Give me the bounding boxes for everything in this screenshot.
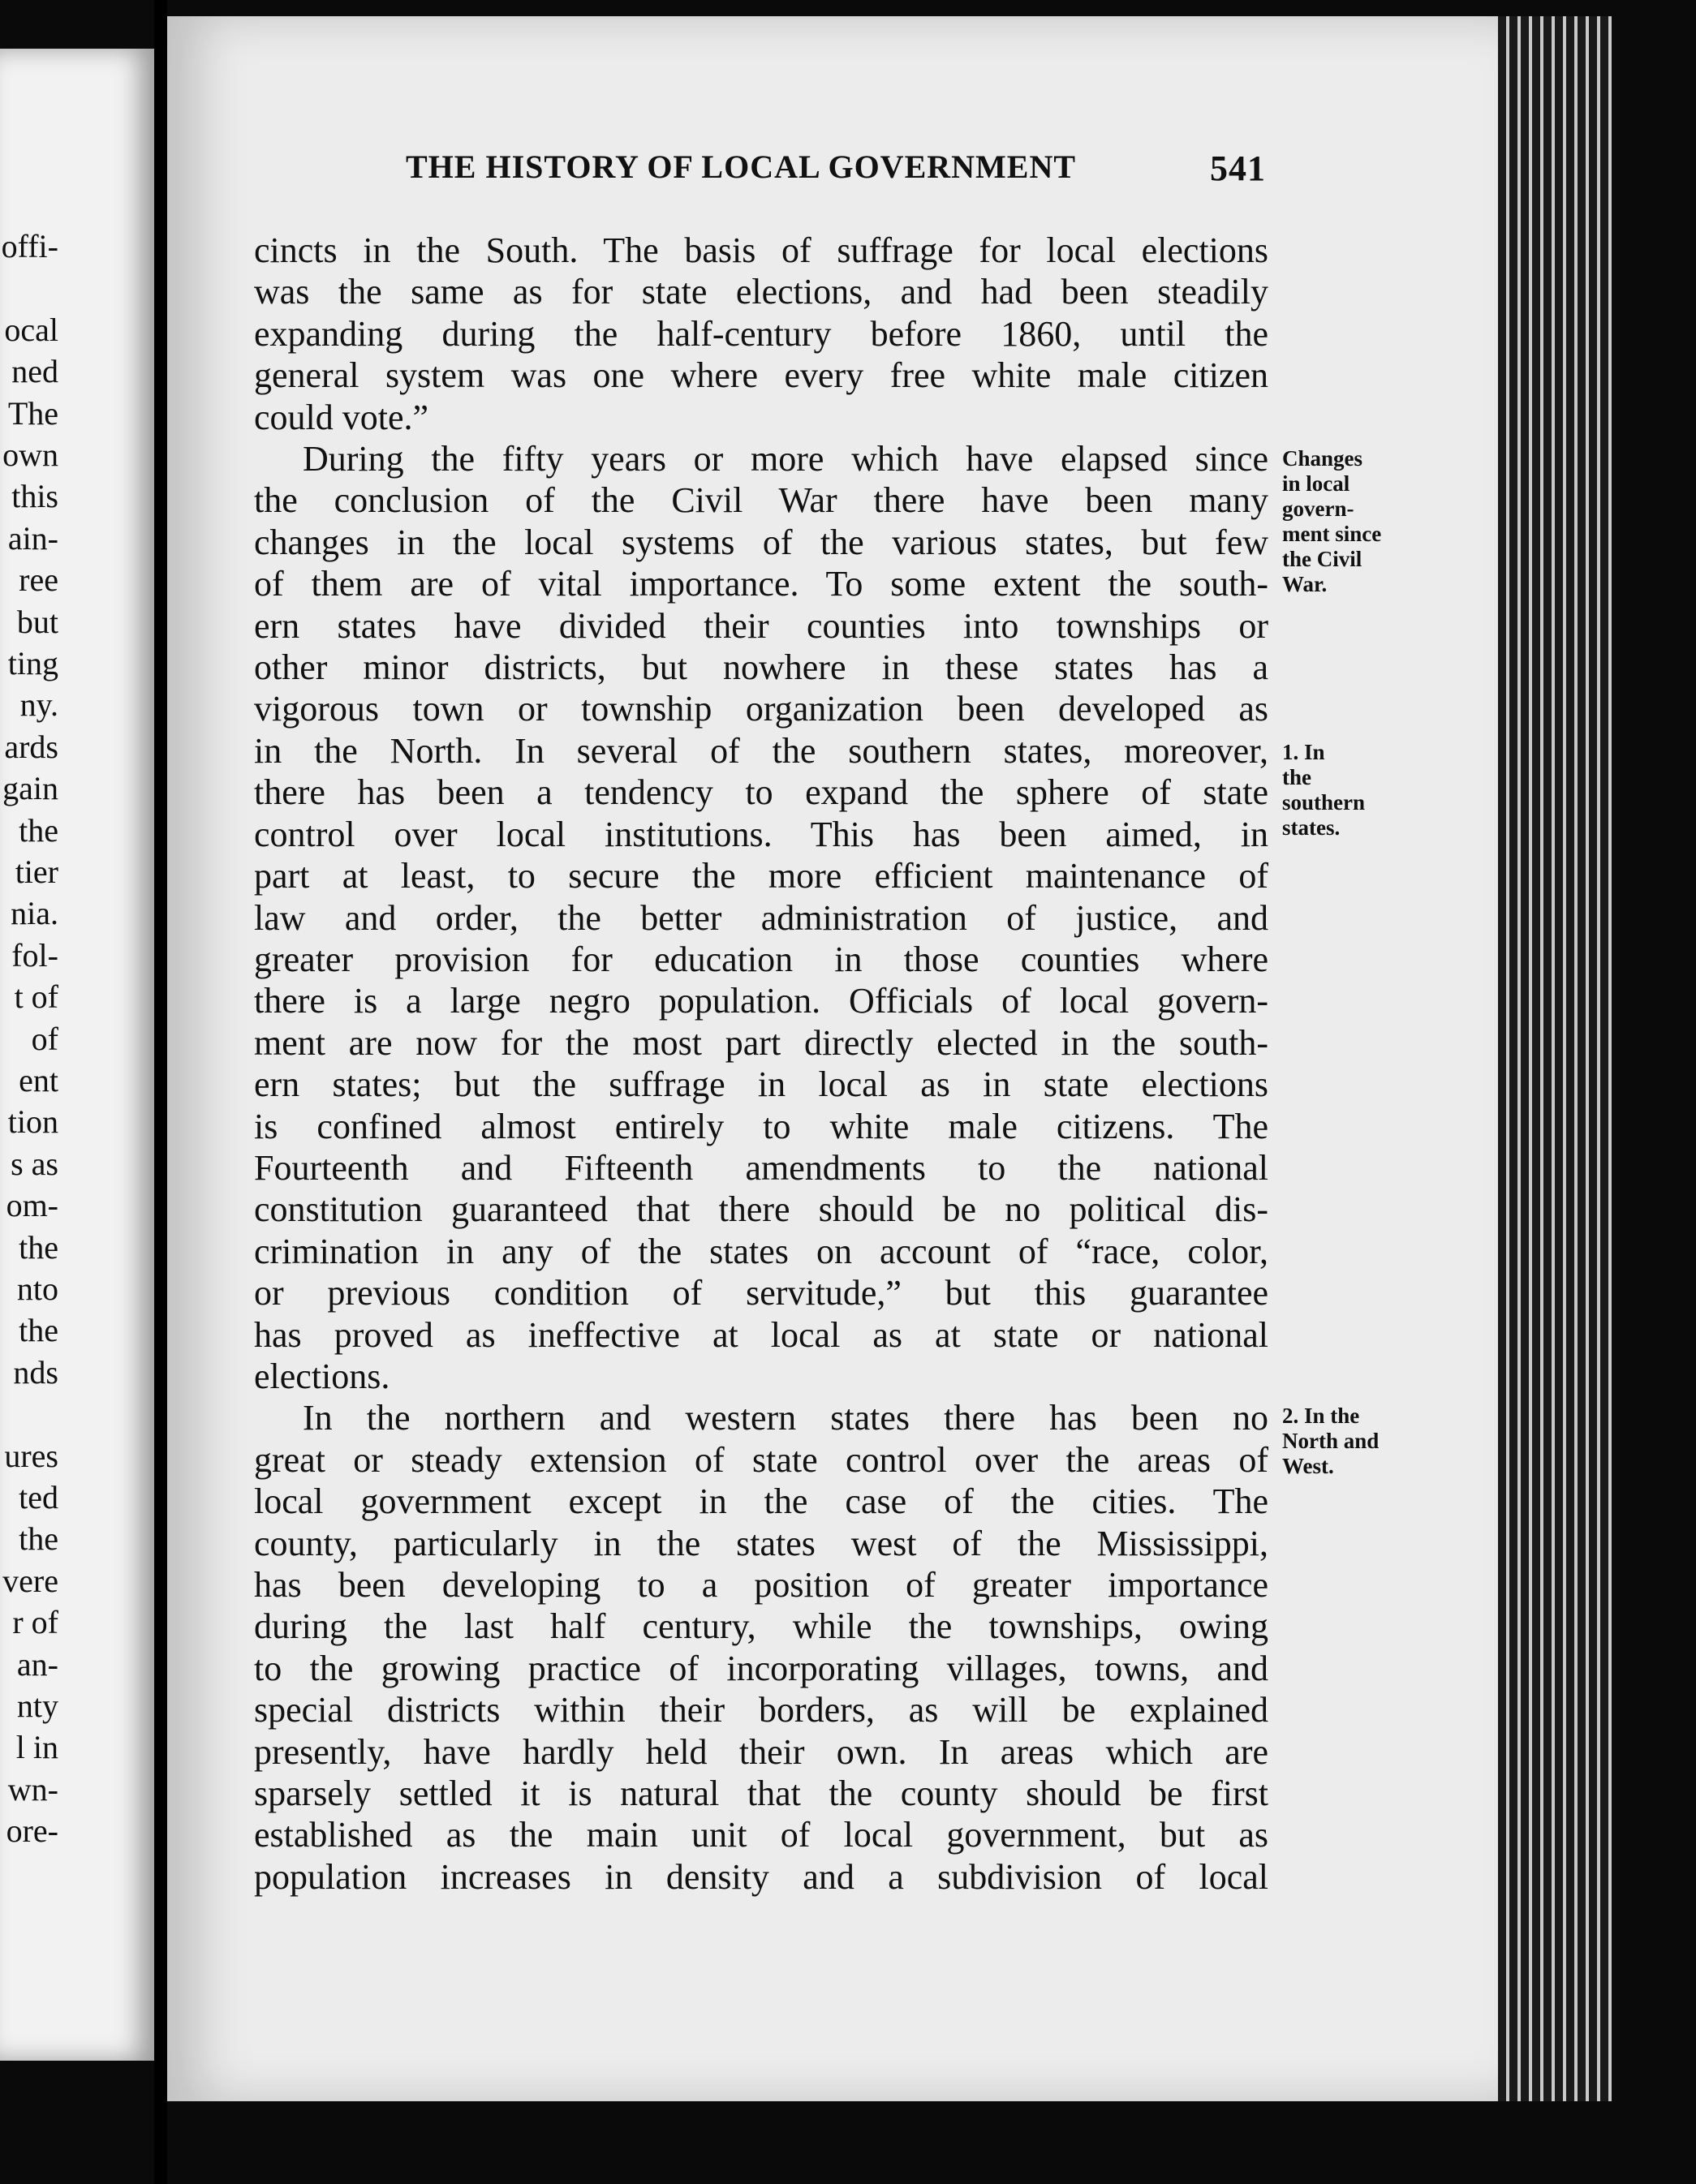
facing-page-line: nto [16,1270,58,1307]
text-line: control over local institutions. This has been aimed, in [254,814,1268,854]
text-line: in the North. In several of the southern states, moreover, [254,730,1268,771]
facing-page-line: tion [7,1103,58,1141]
margin-note-line: War. [1282,572,1328,596]
facing-page-line: vere [2,1562,58,1599]
page-number: 541 [1210,148,1266,188]
margin-note-line: West. [1282,1454,1334,1478]
text-line: other minor districts, but nowhere in these states has a [254,647,1268,688]
text-line: law and order, the better administration of justice, and [254,897,1268,938]
text-line: constitution guaranteed that there should be no political dis- [254,1189,1268,1230]
facing-page-line: s as [11,1145,58,1182]
facing-page-line: offi- [1,228,58,264]
facing-page-line: nia. [11,895,58,932]
margin-note-line: the Civil [1282,547,1362,571]
facing-page-line: ree [19,561,58,599]
margin-note-changes [1282,446,1444,597]
facing-page-line: ted [19,1479,58,1515]
margin-note-line: govern- [1282,497,1354,521]
facing-page-line: own [2,436,58,473]
margin-note-line: 2. In the [1282,1404,1360,1428]
margin-note-line: ment since [1282,522,1382,546]
text-line: ern states; but the suffrage in local as in state elections [254,1064,1268,1105]
margin-note-line: in local [1282,471,1350,496]
facing-page-line: ures [4,1437,58,1474]
facing-page-line: ocal [4,311,58,348]
text-line: the conclusion of the Civil War there have been many [254,480,1268,521]
facing-page-line: The [7,394,58,432]
margin-note-line: states. [1282,815,1341,840]
margin-note-line: Changes [1282,446,1363,471]
text-line: vigorous town or township organization been developed as [254,689,1268,729]
text-line: established as the main unit of local government, but as [254,1815,1268,1855]
facing-page-line: this [11,478,58,515]
facing-page-line: the [19,811,58,849]
facing-page [0,49,154,2061]
text-line: presently, have hardly held their own. In areas which are [254,1731,1268,1772]
text-line: sparsely settled it is natural that the county should be first [254,1773,1268,1814]
margin-note-north-west [1282,1404,1444,1479]
text-line: During the fifty years or more which have elapsed since [303,439,1268,479]
text-line: is confined almost entirely to white male citizens. The [254,1106,1268,1146]
facing-page-line: ny. [19,686,58,724]
text-line: has been developing to a position of greater importance [254,1565,1268,1605]
text-line: changes in the local systems of the various states, but few [254,522,1268,562]
margin-note-line: North and [1282,1429,1380,1453]
facing-page-line: gain [2,770,58,807]
facing-page-line: nds [13,1353,58,1391]
text-line: county, particularly in the states west of the Mississippi, [254,1523,1268,1563]
facing-page-line: the [19,1520,58,1558]
text-line: has proved as ineffective at local as at state or national [254,1314,1268,1355]
facing-page-line: l in [15,1729,58,1766]
facing-page-line: an- [16,1645,58,1683]
facing-page-line: ting [7,645,58,681]
running-header [406,148,1266,196]
text-line: crimination in any of the states on account of “race, color, [254,1231,1268,1271]
facing-page-line: tier [15,853,58,890]
facing-page-line: om- [6,1187,58,1224]
text-line: there is a large negro population. Officials of local govern- [254,981,1268,1021]
text-line: during the last half century, while the townships, owing [254,1606,1268,1647]
facing-page-line: ain- [7,519,58,557]
text-line: elections. [254,1356,390,1396]
text-line: cincts in the South. The basis of suffrage for local elections [254,230,1268,270]
text-line: part at least, to secure the more efficient maintenance of [254,856,1268,896]
text-line: great or steady extension of state control over the areas of [254,1439,1268,1480]
facing-page-line: t of [14,978,58,1016]
text-line: general system was one where every free white male citizen [254,355,1268,396]
facing-page-line: of [31,1020,58,1057]
facing-page-line: fol- [11,936,58,974]
facing-page-line: ned [11,353,58,390]
text-line: greater provision for education in those counties where [254,939,1268,979]
facing-page-line: the [19,1228,58,1266]
text-line: to the growing practice of incorporating villages, towns, and [254,1648,1268,1688]
book-gutter [154,0,167,2184]
text-line: could vote.” [254,397,429,437]
facing-page-line: the [19,1312,58,1349]
facing-page-line: but [16,603,58,640]
page-edges [1498,16,1612,2101]
text-line: was the same as for state elections, and had been steadily [254,272,1268,312]
facing-page-line: ent [19,1062,58,1098]
body-text [254,230,1268,1898]
margin-note-line: southern [1282,790,1366,815]
text-line: ern states have divided their counties into townships or [254,605,1268,646]
text-line: there has been a tendency to expand the sphere of state [254,772,1268,813]
text-line: ment are now for the most part directly elected in the south- [254,1022,1268,1063]
text-line: population increases in density and a subdivision of local [254,1856,1268,1897]
text-line: of them are of vital importance. To some extent the south- [254,564,1268,604]
facing-page-line: r of [12,1604,58,1641]
margin-note-line: the [1282,765,1311,789]
margin-note-southern [1282,740,1444,840]
running-title: THE HISTORY OF LOCAL GOVERNMENT [406,148,1077,185]
margin-note-line: 1. In [1282,740,1325,764]
facing-page-line: wn- [7,1770,58,1808]
text-line: special districts within their borders, as will be explained [254,1690,1268,1730]
text-line: Fourteenth and Fifteenth amendments to the national [254,1147,1268,1188]
facing-page-line: ards [4,728,58,765]
text-line: or previous condition of servitude,” but this guarantee [254,1273,1268,1313]
text-line: local government except in the case of the cities. The [254,1481,1268,1522]
facing-page-line: nty [16,1687,58,1724]
text-line: In the northern and western states there has been no [303,1398,1268,1438]
text-line: expanding during the half-century before 1860, until the [254,313,1268,354]
facing-page-line: ore- [6,1812,58,1850]
